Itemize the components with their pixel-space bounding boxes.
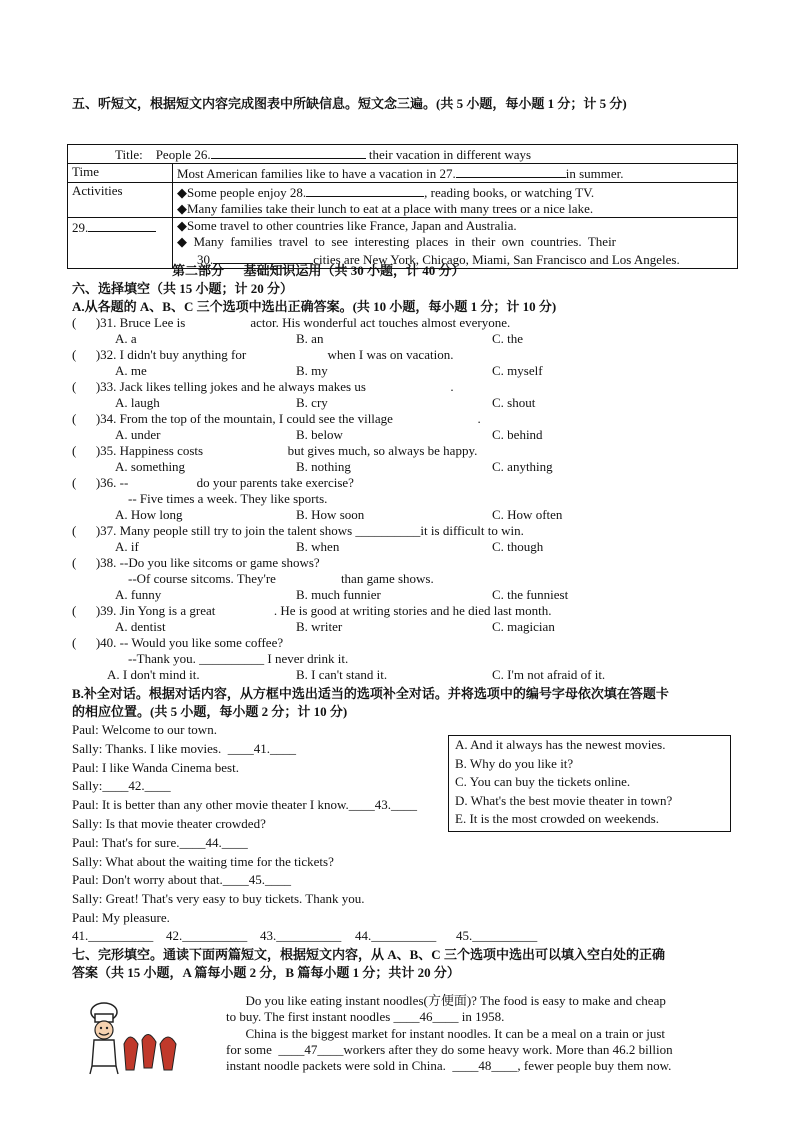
option-b-text: B. How soon [296, 507, 365, 522]
blank-30[interactable] [213, 250, 313, 264]
passage-line: to buy. The first instant noodles ____46____ in 1958. [226, 1009, 505, 1025]
part2-heading: 第二部分 基础知识运用（共 30 小题，计 40 分） [172, 263, 465, 278]
dialogue-line: Paul: Welcome to our town. [72, 722, 217, 737]
dialogue-line: Sally: Great! That's very easy to buy tickets. Thank you. [72, 891, 365, 907]
question-stem: ( )31. Bruce Lee is actor. His wonderful act touches almost everyone. [72, 315, 511, 330]
travel3-b: cities are New York, Chicago, Miami, San Francisco and Los Angeles. [313, 252, 680, 267]
section7-heading-1: 七、完形填空。通读下面两篇短文，根据短文内容，从 A、B、C 三个选项中选出可以填入空白处的正确 [72, 947, 665, 962]
sectionB-heading-2: 的相应位置。(共 5 小题，每小题 2 分；计 10 分) [72, 704, 348, 719]
passage-line: Do you like eating instant noodles(方便面)? The food is easy to make and cheap [226, 993, 666, 1008]
sectionA-heading: A.从各题的 A、B、C 三个选项中选出正确答案。(共 10 小题，每小题 1 分；计 10 分) [72, 299, 557, 314]
option-a-text: A. a [115, 331, 137, 346]
option-a-text: A. if [115, 539, 139, 554]
option-c-text: C. behind [492, 427, 543, 442]
option-a-text: A. me [115, 363, 147, 378]
question-stem: ( )33. Jack likes telling jokes and he always makes us . [72, 379, 454, 394]
sectionB-heading-1: B.补全对话。根据对话内容，从方框中选出适当的选项补全对话。并将选项中的编号字母依次填在答题卡 [72, 686, 669, 701]
dialogue-line: Paul: My pleasure. [72, 910, 170, 925]
option-a-text: A. I don't mind it. [107, 667, 200, 682]
dialogue-line: Paul: It is better than any other movie theater I know.____43.____ [72, 797, 418, 813]
time-text-b: in summer. [565, 166, 624, 181]
option-c-text: C. the [492, 331, 524, 346]
option-c-text: C. shout [492, 395, 536, 410]
question-stem-line2: -- Five times a week. They like sports. [128, 491, 328, 506]
title-row [68, 145, 738, 164]
chef-logo-image [82, 1000, 186, 1078]
passage-line: instant noodle packets were sold in China. ____48____, fewer people buy them now. [226, 1058, 672, 1074]
answer-blank-43[interactable]: 43.__________ [260, 928, 342, 943]
row29-label: 29. [72, 220, 89, 235]
travel1: ◆Some travel to other countries like France, Japan and Australia. [177, 218, 517, 233]
option-b-text: B. below [296, 427, 343, 442]
option-b-text: B. much funnier [296, 587, 381, 602]
answer-blank-44[interactable]: 44.__________ [355, 928, 437, 943]
option-a-text: A. dentist [115, 619, 166, 634]
blank-27[interactable] [456, 164, 566, 178]
option-c-text: C. I'm not afraid of it. [492, 667, 606, 682]
act1-a: ◆Some people enjoy 28. [177, 185, 307, 200]
answer-blank-45[interactable]: 45.__________ [456, 928, 538, 943]
option-a-text: A. laugh [115, 395, 160, 410]
passage-line: China is the biggest market for instant noodles. It can be a meal on a train or just [226, 1025, 666, 1041]
option-c-text: C. myself [492, 363, 543, 378]
act2: ◆Many families take their lunch to eat at a place with many trees or a nice lake. [177, 201, 594, 216]
act1-b: , reading books, or watching TV. [424, 185, 595, 200]
listening-chart [67, 144, 738, 269]
option-a-text: A. something [115, 459, 186, 474]
section5-heading: 五、听短文，根据短文内容完成图表中所缺信息。短文念三遍。(共 5 小题，每小题 1 分；计 5 分) [72, 96, 627, 111]
option-a: A. And it always has the newest movies. [455, 737, 666, 752]
question-stem: ( )34. From the top of the mountain, I could see the village . [72, 411, 481, 426]
dialogue-line: Paul: I like Wanda Cinema best. [72, 759, 239, 775]
question-stem-line2: --Thank you. __________ I never drink it. [128, 651, 349, 666]
activities-cell [173, 183, 738, 218]
row29-label-cell [68, 218, 173, 269]
activities-label: Activities [68, 183, 173, 218]
option-b: B. Why do you like it? [455, 755, 574, 771]
passage-line: for some ____47____workers after they do some heavy work. More than 46.2 billion [226, 1041, 673, 1057]
title-label: Title: [115, 147, 143, 162]
option-e: E. It is the most crowded on weekends. [455, 811, 659, 826]
option-c-text: C. How often [492, 507, 563, 522]
question-stem: ( )40. -- Would you like some coffee? [72, 635, 284, 650]
section7-heading-2: 答案（共 15 小题，A 篇每小题 2 分，B 篇每小题 1 分；共计 20 分） [72, 965, 460, 980]
question-stem: ( )38. --Do you like sitcoms or game shows? [72, 555, 320, 570]
time-text-a: Most American families like to have a vacation in 27. [177, 166, 456, 181]
travel2: ◆ Many families travel to see interesting places in their own countries. Their [177, 234, 617, 249]
answer-blank-41[interactable]: 41.__________ [72, 928, 154, 943]
blank-26[interactable] [211, 145, 366, 159]
option-b-text: B. nothing [296, 459, 351, 474]
option-b-text: B. writer [296, 619, 343, 634]
option-c-text: C. the funniest [492, 587, 569, 602]
option-a-text: A. under [115, 427, 161, 442]
option-b-text: B. cry [296, 395, 328, 410]
time-cell [173, 164, 738, 183]
time-label: Time [68, 164, 173, 183]
dialogue-line: Sally: Is that movie theater crowded? [72, 816, 266, 831]
question-stem: ( )32. I didn't buy anything for when I was on vacation. [72, 347, 454, 362]
option-d: D. What's the best movie theater in town? [455, 792, 673, 808]
answer-blank-42[interactable]: 42.__________ [166, 928, 248, 943]
travel3-a: 30. [197, 252, 214, 267]
question-stem: ( )36. -- do your parents take exercise? [72, 475, 354, 490]
option-a-text: A. How long [115, 507, 183, 522]
dialogue-line: Sally: What about the waiting time for the tickets? [72, 853, 334, 869]
travel-cell [173, 218, 738, 269]
options-box [448, 735, 731, 832]
blank-28[interactable] [306, 183, 424, 197]
option-c-text: C. though [492, 539, 544, 554]
blank-29[interactable] [88, 218, 156, 232]
option-c-text: C. anything [492, 459, 553, 474]
section6-heading: 六、选择填空（共 15 小题；计 20 分） [72, 281, 294, 296]
dialogue-line: Paul: That's for sure.____44.____ [72, 834, 248, 850]
question-stem-line2: --Of course sitcoms. They're than game shows. [128, 571, 434, 586]
chef-icon [82, 1000, 186, 1078]
option-b-text: B. when [296, 539, 340, 554]
option-a-text: A. funny [115, 587, 162, 602]
question-stem: ( )35. Happiness costs but gives much, so always be happy. [72, 443, 478, 458]
dialogue-line: Sally:____42.____ [72, 778, 171, 794]
option-c-text: C. magician [492, 619, 555, 634]
dialogue-line: Sally: Thanks. I like movies. ____41.____ [72, 740, 296, 756]
question-stem: ( )39. Jin Yong is a great . He is good at writing stories and he died last month. [72, 603, 552, 618]
dialogue-line: Paul: Don't worry about that.____45.____ [72, 872, 291, 888]
option-b-text: B. I can't stand it. [296, 667, 388, 682]
option-b-text: B. my [296, 363, 328, 378]
option-b-text: B. an [296, 331, 324, 346]
title-text-a: People 26. [155, 147, 211, 162]
title-text-b: their vacation in different ways [368, 147, 532, 162]
option-c: C. You can buy the tickets online. [455, 774, 631, 789]
question-stem: ( )37. Many people still try to join the talent shows __________it is difficult to win. [72, 523, 524, 538]
